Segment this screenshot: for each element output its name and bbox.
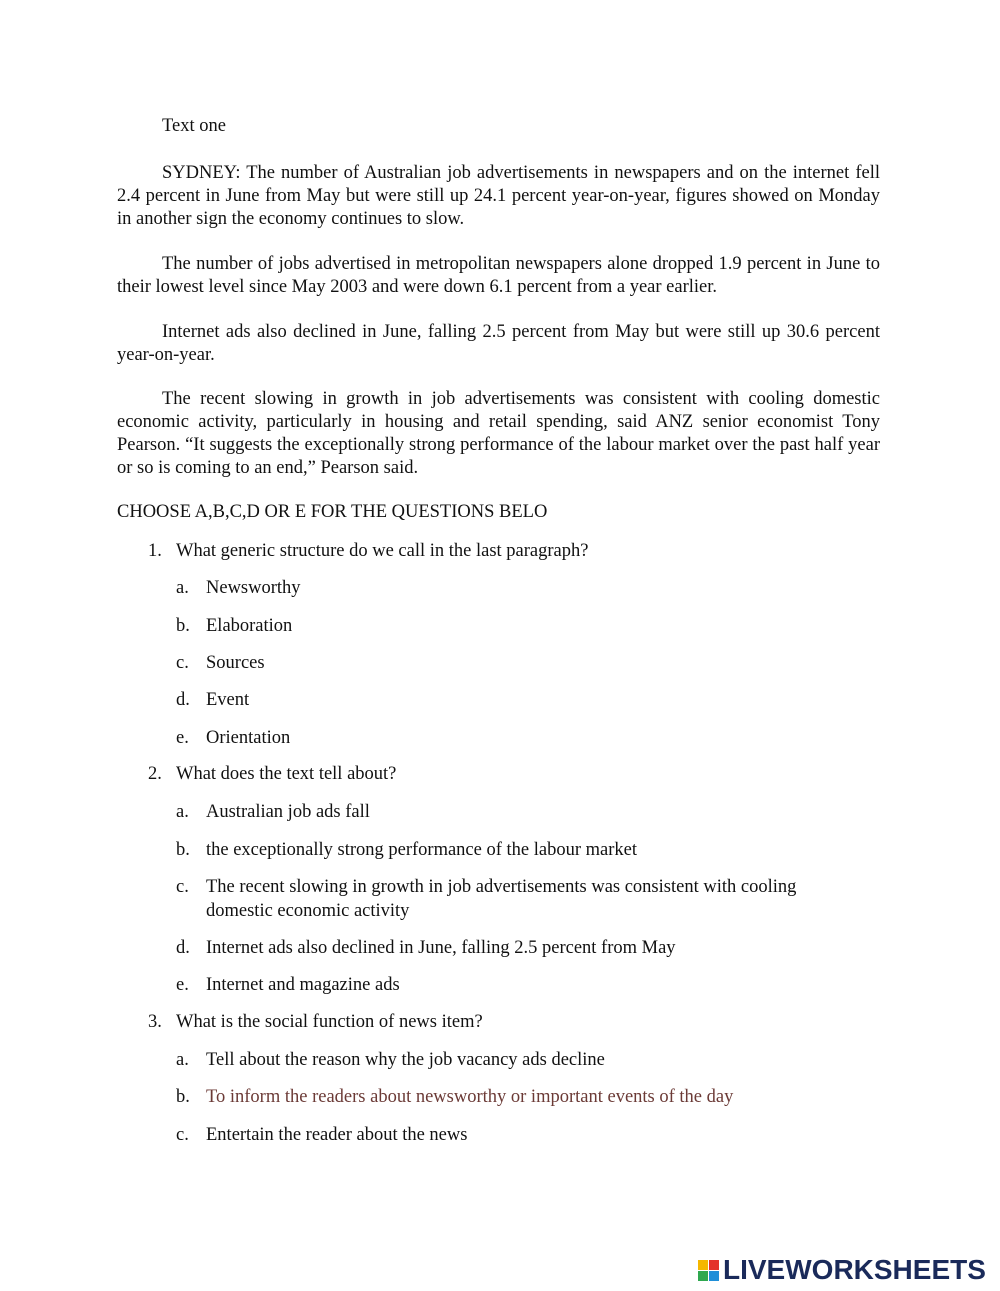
q1-option-d[interactable] [176, 688, 836, 712]
liveworksheets-logo [698, 1255, 986, 1285]
option-text: Internet ads also declined in June, falling 2.5 percent from May [206, 938, 676, 958]
logo-text: LIVEWORKSHEETS [723, 1254, 986, 1285]
question-text: What generic structure do we call in the last paragraph? [176, 541, 589, 561]
paragraph-3: Internet ads also declined in June, falling 2.5 percent from May but were still up 30.6 percent year-on-year. [117, 322, 880, 365]
question-2 [148, 763, 396, 786]
paragraph-2: The number of jobs advertised in metropolitan newspapers alone dropped 1.9 percent in June to their lowest level since May 2003 and were down 6.1 percent from a year earlier. [117, 254, 880, 297]
question-number: 1. [148, 541, 162, 561]
option-text: The recent slowing in growth in job advertisements was consistent with cooling domestic economic activity [206, 877, 797, 921]
q1-option-e[interactable] [176, 726, 836, 750]
option-letter: a. [176, 1050, 189, 1070]
question-text: What does the text tell about? [176, 764, 397, 784]
option-text: Internet and magazine ads [206, 975, 400, 995]
option-letter: d. [176, 690, 190, 710]
question-number: 2. [148, 764, 162, 784]
option-letter: c. [176, 877, 189, 897]
paragraph-4: The recent slowing in growth in job advertisements was consistent with cooling domestic economic activity, particularly in housing and retail spending, said ANZ senior economist Tony Pearson. “It suggests the exceptionally strong performance of the labour market over the past half year or so is coming to an end,” Pearson said. [117, 389, 880, 478]
option-letter: b. [176, 840, 190, 860]
q2-option-e[interactable] [176, 973, 836, 997]
q1-option-b[interactable] [176, 614, 836, 638]
q2-option-c[interactable] [176, 875, 836, 923]
q3-option-a[interactable] [176, 1048, 836, 1072]
option-text: Tell about the reason why the job vacancy ads decline [206, 1050, 605, 1070]
q1-option-c[interactable] [176, 651, 836, 675]
logo-square-icon [698, 1260, 708, 1270]
option-letter: b. [176, 616, 190, 636]
text-heading: Text one [162, 116, 226, 136]
question-1 [148, 540, 588, 563]
option-letter: b. [176, 1087, 190, 1107]
option-text: Orientation [206, 728, 291, 748]
question-number: 3. [148, 1012, 162, 1032]
q2-option-d[interactable] [176, 936, 836, 960]
option-text: Entertain the reader about the news [206, 1125, 468, 1145]
q3-option-c[interactable] [176, 1123, 836, 1147]
option-text: the exceptionally strong performance of the labour market [206, 840, 637, 860]
logo-square-icon [698, 1271, 708, 1281]
option-letter: a. [176, 802, 189, 822]
option-letter: e. [176, 728, 189, 748]
paragraph-1: SYDNEY: The number of Australian job advertisements in newspapers and on the internet fell 2.4 percent in June from May but were still up 24.1 percent year-on-year, figures showed on Monday in another sign the economy continues to slow. [117, 163, 880, 229]
option-letter: c. [176, 1125, 189, 1145]
q2-option-b[interactable] [176, 838, 836, 862]
question-3 [148, 1011, 483, 1034]
q2-option-a[interactable] [176, 800, 836, 824]
question-text: What is the social function of news item? [176, 1012, 483, 1032]
option-text: Elaboration [206, 616, 293, 636]
option-text: Sources [206, 653, 265, 673]
option-letter: a. [176, 578, 189, 598]
option-letter: c. [176, 653, 189, 673]
logo-square-icon [709, 1271, 719, 1281]
instruction-text: CHOOSE A,B,C,D OR E FOR THE QUESTIONS BELO [117, 502, 548, 522]
q1-option-a[interactable] [176, 576, 836, 600]
logo-grid-icon [698, 1260, 719, 1281]
option-text: Australian job ads fall [206, 802, 370, 822]
logo-square-icon [709, 1260, 719, 1270]
option-text: Event [206, 690, 250, 710]
option-text: To inform the readers about newsworthy or important events of the day [206, 1087, 734, 1107]
option-letter: e. [176, 975, 189, 995]
option-letter: d. [176, 938, 190, 958]
option-text: Newsworthy [206, 578, 301, 598]
q3-option-b[interactable] [176, 1085, 836, 1109]
